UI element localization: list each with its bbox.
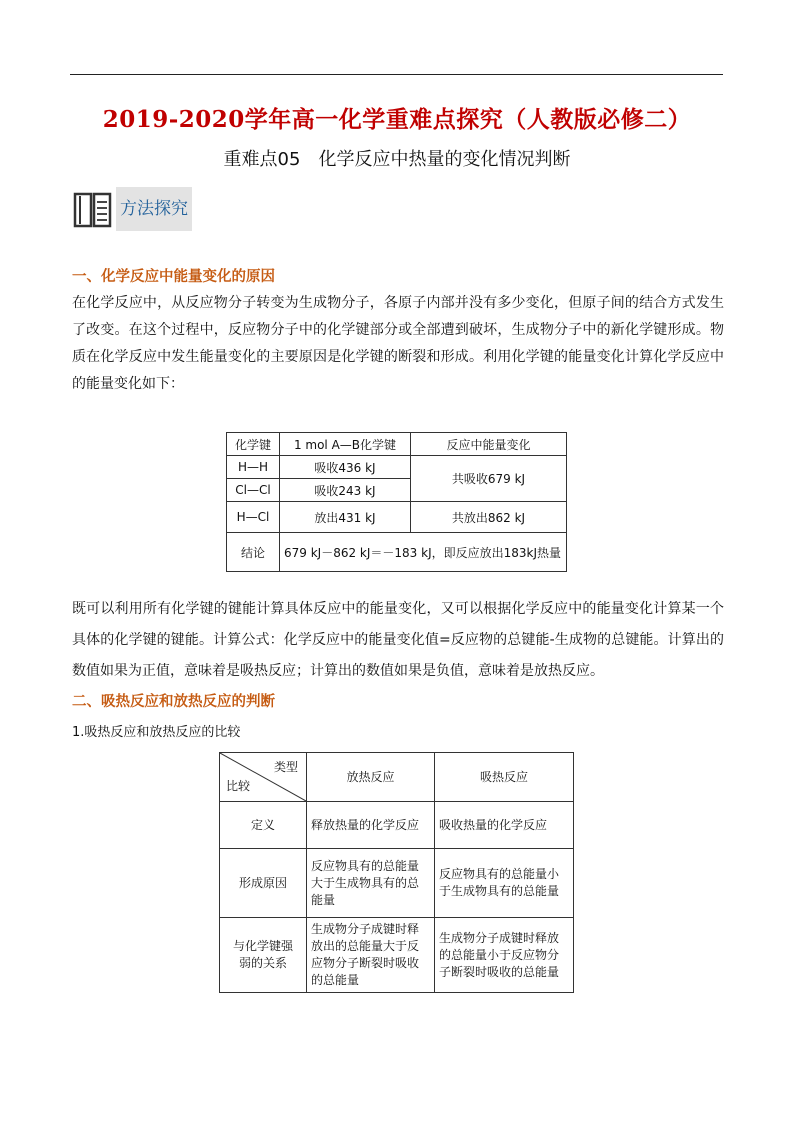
table1-conclusion-label: 结论 [227,533,280,572]
reaction-comparison-table [219,752,574,993]
section2-heading: 二、吸热反应和放热反应的判断 [72,694,275,710]
method-label: 方法探究 [116,187,192,231]
table1-conclusion: 679 kJ－862 kJ＝－183 kJ，即反应放出183kJ热量 [280,533,567,572]
table1-header: 化学键 [227,433,280,456]
table1-energy: 吸收436 kJ [280,456,411,479]
table1-energy: 放出431 kJ [280,502,411,533]
corner-compare-label: 比较 [226,779,251,793]
corner-type-label: 类型 [273,760,298,774]
header-rule [70,74,723,75]
table2-endo-cell: 生成物分子成键时释放的总能量小于反应物分子断裂时吸收的总能量 [435,918,574,993]
paragraph2: 既可以利用所有化学键的键能计算具体反应中的能量变化，又可以根据化学反应中的能量变化计算某一个具体的化学键的键能。计算公式：化学反应中的能量变化值=反应物的总键能-生成物的总键能。计算出的数值如果为正值，意味着是吸热反应；计算出的数值如果是负值，意味着是放热反应。 [72,601,724,679]
section1-paragraph: 在化学反应中，从反应物分子转变为生成物分子，各原子内部并没有多少变化，但原子间的结合方式发生了改变。在这个过程中，反应物分子中的化学键部分或全部遭到破坏，生成物分子中的新化学键形成。物质在化学反应中发生能量变化的主要原因是化学键的断裂和形成。利用化学键的能量变化计算化学反应中的能量变化如下： [72,295,724,392]
table1-release-total: 共放出862 kJ [411,502,567,533]
subtitle-topic: 化学反应中热量的变化情况判断 [318,149,571,170]
table1-bond: Cl—Cl [227,479,280,502]
table1-bond: H—Cl [227,502,280,533]
table2-exo-cell: 生成物分子成键时释放出的总能量大于反应物分子断裂时吸收的总能量 [307,918,435,993]
table2-endo-cell: 吸收热量的化学反应 [435,802,574,849]
table1-absorb-total: 共吸收679 kJ [411,456,567,502]
subtitle-number: 重难点05 [223,149,301,170]
table2-col-endo: 吸热反应 [435,753,574,802]
section1-heading: 一、化学反应中能量变化的原因 [72,269,275,285]
bond-energy-table [226,432,567,572]
table2-row-label: 与化学键强弱的关系 [220,918,307,993]
table2-exo-cell: 释放热量的化学反应 [307,802,435,849]
book-icon [72,188,114,230]
table2-col-exo: 放热反应 [307,753,435,802]
table2-row-label: 定义 [220,802,307,849]
page-subtitle [0,145,794,171]
table1-header: 反应中能量变化 [411,433,567,456]
table1-energy: 吸收243 kJ [280,479,411,502]
table2-corner [220,753,307,802]
table1-bond: H—H [227,456,280,479]
page-title: 2019-2020学年高一化学重难点探究（人教版必修二） [102,106,692,133]
table1-header: 1 mol A—B化学键 [280,433,411,456]
table2-row-label: 形成原因 [220,849,307,918]
method-banner [72,186,192,232]
section2-subheading: 1.吸热反应和放热反应的比较 [72,725,241,740]
table2-endo-cell: 反应物具有的总能量小于生成物具有的总能量 [435,849,574,918]
table2-exo-cell: 反应物具有的总能量大于生成物具有的总能量 [307,849,435,918]
